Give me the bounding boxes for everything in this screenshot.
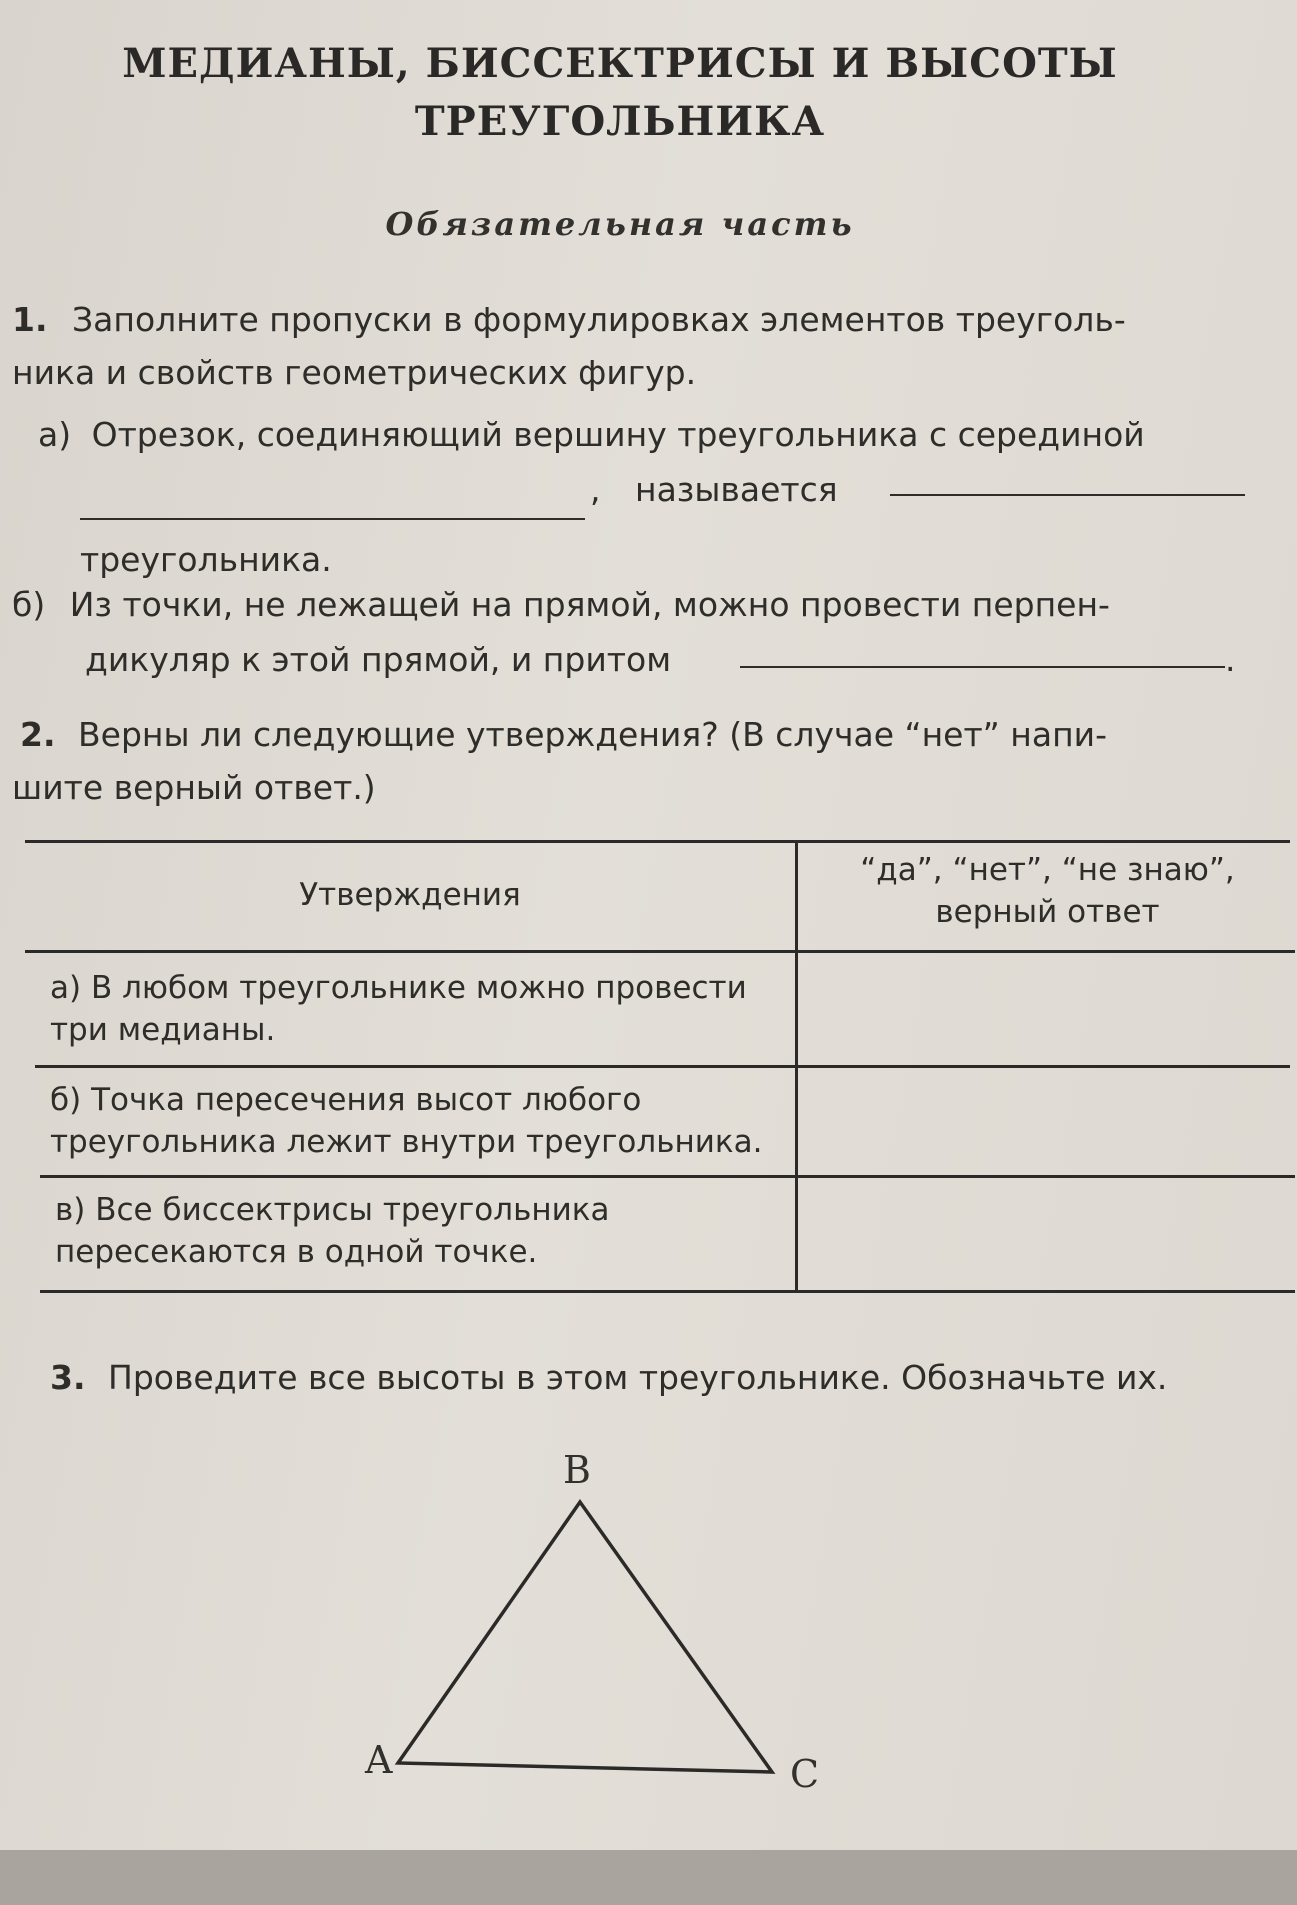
col-header-answer: “да”, “нет”, “не знаю”, верный ответ [860, 852, 1235, 930]
task2-line2: шите верный ответ.) [12, 768, 376, 807]
task1-number: 1. [12, 300, 48, 339]
task1-a-marker: а) [38, 415, 72, 454]
task1-b-line2: дикуляр к этой прямой, и притом [85, 640, 672, 679]
task1-intro-line2: ника и свойств геометрических фигур. [12, 353, 697, 392]
table-row-rule-1 [35, 1065, 1290, 1068]
task3-number: 3. [50, 1358, 86, 1397]
page-title-line2: ТРЕУГОЛЬНИКА [414, 98, 826, 145]
table-row-statement: б) Точка пересечения высот любого треугольника лежит внутри треугольника. [50, 1082, 763, 1160]
table-row-answer-cell[interactable] [820, 1205, 1280, 1275]
task1-a-line1: а) Отрезок, соединяющий вершину треугольника с серединой [38, 415, 1145, 454]
table-column-divider [795, 840, 798, 1290]
task1-b-marker: б) [12, 585, 46, 624]
vertex-label-a: A [365, 1738, 393, 1782]
vertex-label-c: C [790, 1752, 820, 1796]
table-bottom-rule [40, 1290, 1295, 1293]
task3-text: 3. Проведите все высоты в этом треугольнике. Обозначьте их. [50, 1358, 1168, 1397]
task1-b-blank[interactable] [740, 666, 1225, 668]
table-row-rule-2 [40, 1175, 1295, 1178]
task1-intro-line1: 1. Заполните пропуски в формулировках элементов треуголь- [12, 300, 1126, 339]
page-title-line1: МЕДИАНЫ, БИССЕКТРИСЫ И ВЫСОТЫ [122, 40, 1118, 87]
table-top-rule [25, 840, 1290, 843]
table-row-answer-cell[interactable] [815, 980, 1275, 1050]
task2-line1: 2. Верны ли следующие утверждения? (В случае “нет” напи- [20, 715, 1107, 754]
task2-number: 2. [20, 715, 56, 754]
table-row-statement: а) В любом треугольнике можно провести три медианы. [50, 970, 747, 1048]
task1-a-comma: , [590, 470, 601, 509]
table-header-rule [25, 950, 1295, 953]
task1-a-blank-2[interactable] [890, 494, 1245, 496]
col-header-statements: Утверждения [299, 877, 521, 913]
triangle-abc-figure [380, 1490, 800, 1790]
table-row-statement: в) Все биссектрисы треугольника пересекаются в одной точке. [55, 1192, 610, 1270]
task1-b-end: . [1225, 640, 1236, 679]
triangle-abc [398, 1502, 772, 1772]
statements-table [25, 830, 1295, 1300]
task1-b-line1: б) Из точки, не лежащей на прямой, можно провести перпен- [12, 585, 1110, 624]
task1-a-line3: треугольника. [80, 540, 332, 579]
vertex-label-b: B [563, 1448, 591, 1492]
task1-a-blank-1[interactable] [80, 518, 585, 520]
table-row-answer-cell[interactable] [815, 1090, 1275, 1160]
task1-a-called: называется [635, 470, 838, 509]
section-subtitle: Обязательная часть [385, 205, 855, 243]
